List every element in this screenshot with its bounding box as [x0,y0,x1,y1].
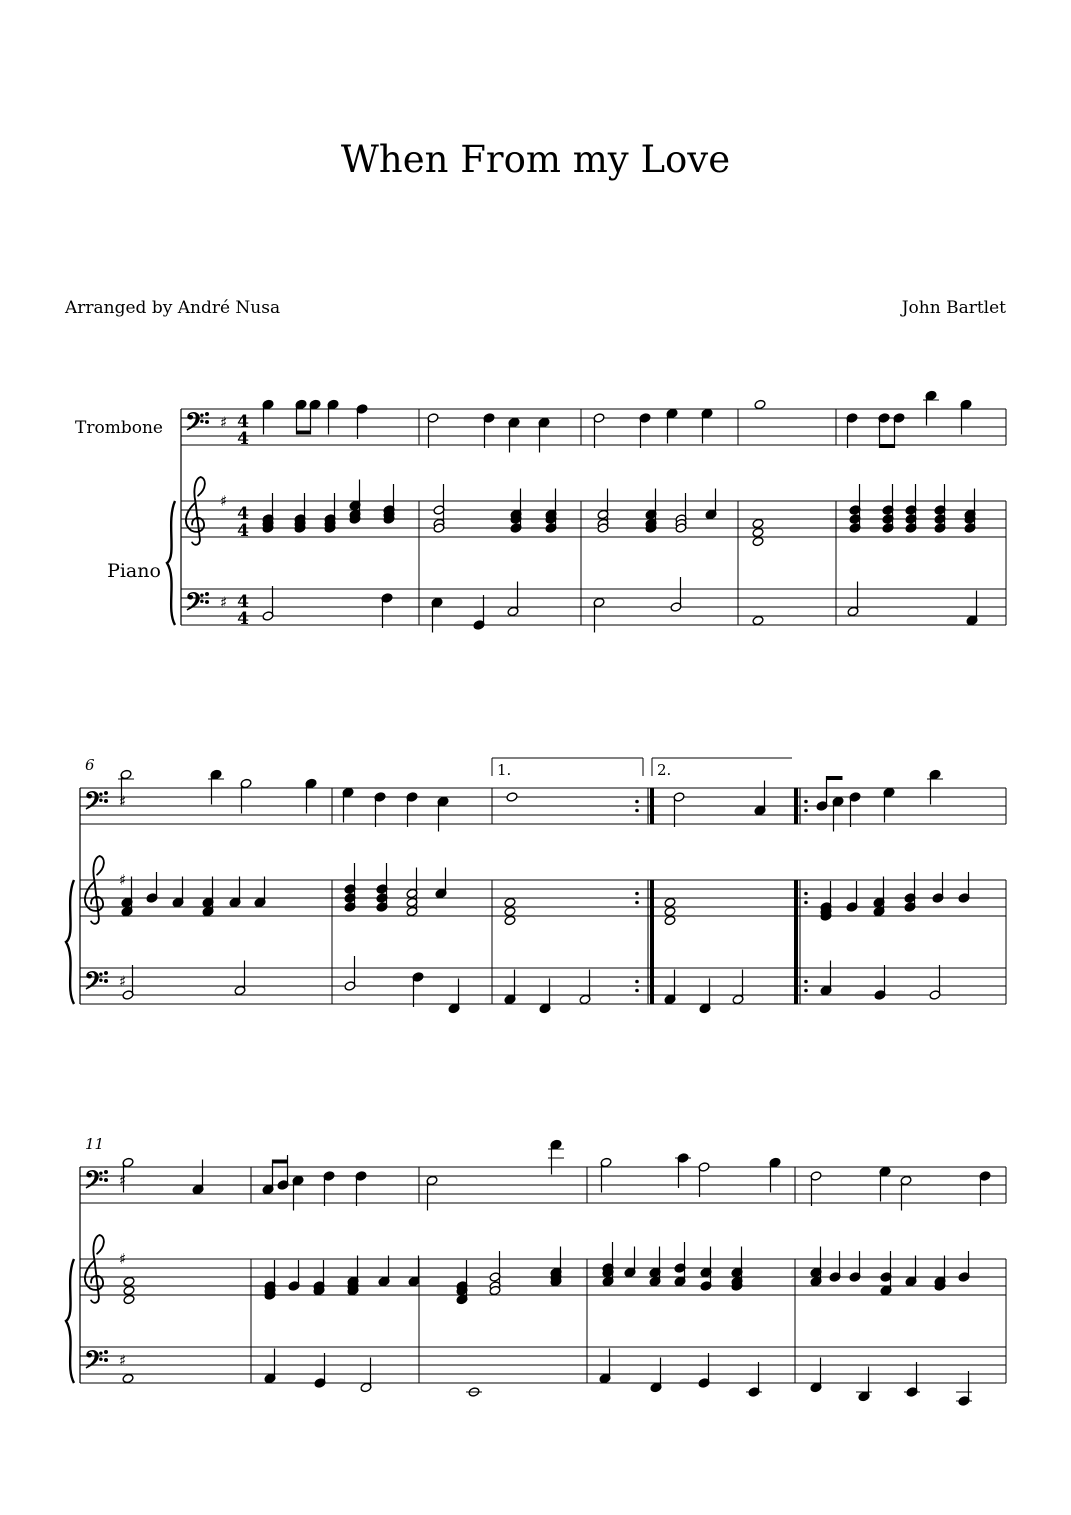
repeat-dot [804,989,808,993]
trombone-label: Trombone [75,418,163,438]
repeat-dot [804,809,808,813]
note-head [504,915,516,925]
svg-text:4: 4 [237,429,249,449]
svg-text:4: 4 [237,504,249,524]
note-head [754,399,766,409]
sharp-icon: ♯ [119,972,127,991]
svg-text:4: 4 [237,521,249,541]
bass-clef-dot [205,412,209,416]
note-head [664,906,676,916]
bass-clef-dot [205,592,209,596]
bass-clef-dot [104,791,108,795]
treble-clef-icon [85,856,104,924]
repeat-dot [635,989,639,993]
note-head [664,915,676,925]
repeat-dot [804,901,808,905]
sharp-icon: ♯ [119,1250,127,1268]
sharp-icon: ♯ [119,792,127,811]
repeat-dot [804,892,808,896]
bass-clef-dot [104,971,108,975]
piano-brace [66,880,74,1004]
bass-clef-dot [104,1358,108,1362]
bass-clef-dot [104,979,108,983]
piano-label: Piano [107,560,161,582]
note-head [752,527,764,537]
sharp-icon: ♯ [220,413,228,432]
note-head [664,897,676,907]
bass-clef-dot [205,600,209,604]
bass-clef-dot [205,420,209,424]
arranger-credit: Arranged by André Nusa [65,298,281,318]
bass-clef-dot [104,1350,108,1354]
beam [827,776,843,780]
measure-number: 6 [85,756,95,774]
bass-clef-icon: 𝄢 [185,588,205,623]
note-head [123,1285,135,1295]
sharp-icon: ♯ [119,1171,127,1190]
music-notation [66,390,1006,1406]
note-head [506,792,518,802]
piano-brace [66,1259,74,1383]
bass-clef-icon: 𝄢 [84,1166,104,1201]
repeat-dot [635,980,639,984]
bass-clef-dot [104,1170,108,1174]
repeat-dot [635,809,639,813]
repeat-dot [635,892,639,896]
note-head [752,518,764,528]
bass-clef-icon: 𝄢 [185,408,205,443]
composer-credit: John Bartlet [901,298,1006,318]
beam [273,1160,288,1164]
bass-clef-dot [104,799,108,803]
bass-clef-icon: 𝄢 [84,787,104,822]
beam [297,431,311,435]
note-head [123,1276,135,1286]
note-head [752,615,764,625]
volta-label-2: 2. [657,761,672,779]
sharp-icon: ♯ [220,593,228,612]
treble-clef-icon [85,1235,104,1303]
bass-clef-icon: 𝄢 [84,967,104,1002]
repeat-dot [635,901,639,905]
svg-text:4: 4 [237,609,249,629]
svg-text:4: 4 [237,412,249,432]
repeat-dot [635,800,639,804]
sharp-icon: ♯ [220,492,228,510]
piano-brace [167,501,175,625]
note-head [752,536,764,546]
volta-label-1: 1. [497,761,512,779]
bass-clef-icon: 𝄢 [84,1346,104,1381]
note-head [122,1373,134,1383]
note-head [123,1294,135,1304]
treble-clef-icon [186,477,205,545]
repeat-dot [804,980,808,984]
note-head [504,906,516,916]
repeat-dot [804,800,808,804]
score-title: When From my Love [340,138,731,181]
bass-clef-dot [104,1178,108,1182]
sharp-icon: ♯ [119,871,127,889]
svg-text:4: 4 [237,592,249,612]
measure-number: 11 [85,1135,105,1153]
beam [880,444,895,448]
note-head [504,897,516,907]
sharp-icon: ♯ [119,1351,127,1370]
